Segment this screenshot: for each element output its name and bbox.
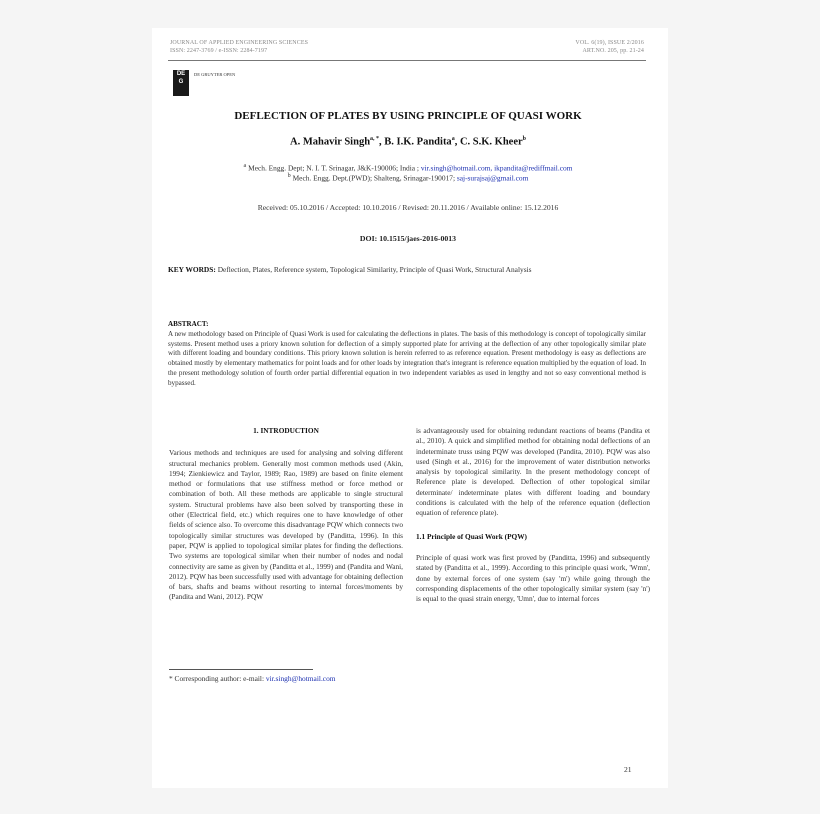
subsection-heading-pqw: 1.1 Principle of Quasi Work (PQW) (416, 531, 527, 541)
affiliation-a: $^a$ Mech. Engg. Dept; N. I. T. Srinagar, J&K-190006; India ; vir.singh@hotmail.com, ikpandita@rediffmail.com (243, 163, 573, 173)
publication-dates: Received: 05.10.2016 / Accepted: 10.10.2016 / Revised: 20.11.2016 / Available online: 15.12.2016 (257, 203, 559, 212)
pqw-paragraph: Principle of quasi work was first proved by (Panditta, 1996) and subsequently stated by (Panditta et al., 1999). According to this principle quasi work, 'Wmn', done by external forces of one system (say 'm') while going through the corresponding displacements of the other topologically similar system (say 'n') is equal to the quasi strain energy, 'Umn', due to internal forces (416, 552, 650, 604)
journal-header-left (170, 40, 308, 55)
affiliation-a-email-link[interactable]: vir.singh@hotmail.com, ikpandita@rediffmail.com (420, 163, 573, 173)
article-number: ART.NO. 205, pp. 21-24 (582, 47, 644, 54)
publisher-logo: DE G (173, 70, 189, 96)
right-column (416, 426, 650, 604)
affiliation-b-email-link[interactable]: saj-surajsaj@gmail.com (456, 173, 529, 183)
journal-header-right (520, 40, 644, 55)
abstract (168, 320, 646, 389)
author-list: A. Mahavir Singh$^{a, *}$, B. I.K. Pandita$^a$, C. S.K. Kheer$^b$ (290, 136, 526, 148)
affiliation-b: $^b$ Mech. Engg. Dept.(PWD); Shalteng, Srinagar-190017; saj-surajsaj@gmail.com (287, 173, 529, 183)
abstract-heading: ABSTRACT: (168, 320, 209, 328)
footnote: * Corresponding author: e-mail: vir.singh@hotmail.com (169, 674, 336, 683)
abstract-text: A new methodology based on Principle of Quasi Work is used for calculating the deflections in plates. The basis of this methodology is concept of topologically similar systems. Present method uses a priory known solution for deflection of a simply supported plate for arriving at the deflection of any other topologically similar plate with different loading and boundary conditions. This priory known solution is herein referred to as reference equation. Present methodology is easy as deflections are obtained mostly by elementary mathematics for point loads and for other loads by integration that's integrant is reference equation multiplied by the equation of load. In the present methodology solution of fourth order partial differential equation in two independent variables as used in lengthy and not so easy conventional method is bypassed. (168, 329, 646, 387)
keywords-text: Deflection, Plates, Reference system, Topological Similarity, Principle of Quasi Work, Structural Analysis (215, 265, 532, 274)
doi: DOI: 10.1515/jaes-2016-0013 (359, 234, 457, 243)
keywords-label: KEY WORDS: (168, 265, 216, 274)
footnote-divider (169, 669, 313, 670)
keywords (168, 265, 648, 274)
section-heading-introduction: 1. INTRODUCTION (253, 426, 319, 435)
left-column (169, 426, 403, 603)
page-number: 21 (624, 765, 632, 774)
paper-title: DEFLECTION OF PLATES BY USING PRINCIPLE OF QUASI WORK (234, 110, 582, 122)
journal-name: JOURNAL OF APPLIED ENGINEERING SCIENCES (170, 40, 309, 46)
publisher-logo-text: DE GRUYTER OPEN (194, 72, 236, 77)
volume-issue: VOL. 6(19), ISSUE 2/2016 (575, 40, 644, 46)
journal-issn: ISSN: 2247-3769 / e-ISSN: 2284-7197 (170, 47, 268, 54)
corresponding-email-link[interactable]: vir.singh@hotmail.com (265, 674, 336, 683)
intro-paragraph-1: Various methods and techniques are used for analysing and solving different structural mechanics problem. Generally most common methods used (Akin, 1994; Zienkiewicz and Taylor, 1989; Rao, 1989) are based on finite element method or formulations that use stiffness method or force method or combination of both. All these methods are applicable to single structural system. Structural problems have also been solved by transporting these in other (Electrical field, etc.) which requires one to have knowledge of other fields of science also. To overcome this disadvantage PQW which connects two topologically similar structures was developed by (Panditta, 1996). In this paper, PQW is applied to topological similar plates for finding the deflections. Two systems are topological similar when their number of nodes and nodal connectivity are same as given by (Panditta et al., 1999) and (Pandita and Wani, 2012). PQW has been successfully used with advantage for obtaining deflection of bars, shafts and beams without resorting to internal forces/moments by (Pandita and Wani, 2012). PQW (169, 448, 403, 602)
header-divider (168, 60, 646, 61)
intro-paragraph-2: is advantageously used for obtaining redundant reactions of beams (Pandita et al., 2010). A quick and simplified method for obtaining nodal deflections of an indeterminate truss using PQW was developed (Pandita, 2010). PQW was also used (Singh et al., 2016) for the improvement of water distribution networks analysis by topological similarity. In the present methodology concept of Reference plate is developed. Deflection of other topological similar determinate/ indeterminate plates with different loading and boundary conditions is calculated with the help of the reference equation (deflection equation of reference plate). (416, 426, 650, 518)
